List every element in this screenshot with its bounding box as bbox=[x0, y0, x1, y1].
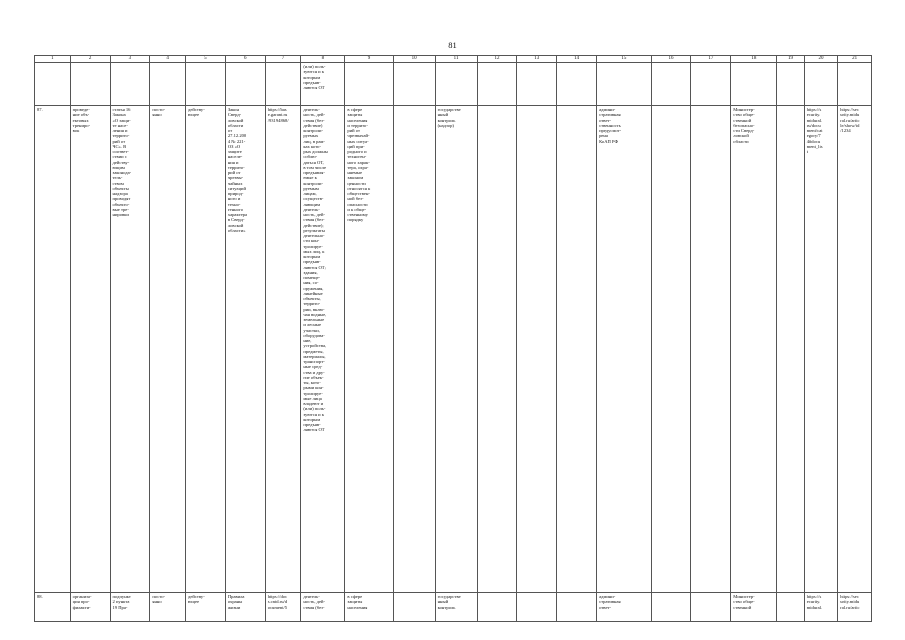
table-cell-col-15 bbox=[597, 63, 652, 106]
table-cell-col-12 bbox=[477, 593, 517, 622]
table-cell-col-2: проведе- ние объ- ектовых трениро- вок bbox=[70, 106, 110, 593]
table-cell-col-20: https://s ecurity. midural. ru/docu ment/cat egory/7 4#docu ment_lis t bbox=[804, 106, 838, 593]
table-cell-col-8: деятель- ность, дей- ствия (без- действие) контроли- руемых лиц, в рам- ках кото- рых должны соблю- даться ОТ, в том числе предъявля- емые к контроли- руемым лицам, осуществ- ляющим деятель- ность, дей- ствия (без- действие); результаты деятельно- сти кон- тролируе- мых лиц, к которым предъяв- ляются ОТ; здания, помеще- ния, со- оружения, линейные объекты, террито- рии, вклю- чая водные, земельные и лесные участки, оборудова- ние, устройства, предметы, материалы, транспорт- ные сред- ства и дру- гие объек- ты, кото- рыми кон- тролируе- мые лица владеют и (или) поль- зуются и к которым предъяв- ляются ОТ bbox=[301, 106, 345, 593]
column-header-19: 19 bbox=[777, 56, 804, 63]
table-cell-col-1: 88. bbox=[35, 593, 71, 622]
header-row bbox=[35, 56, 872, 63]
table-cell-col-3: подпункт 2 пункта 19 Пра- bbox=[110, 593, 150, 622]
table-cell-col-9: в сфере защиты населения и террито- рий от чрезвычай- ных ситуа- ций при- родного и техноген- ного харак- тера, охра- няемые законом ценности относятся к обществен- ной без- опасности и к обще- ственному порядку bbox=[345, 106, 393, 593]
table-cell-col-1 bbox=[35, 63, 71, 106]
table-cell-col-2 bbox=[70, 63, 110, 106]
table-cell-col-5: действу- ющее bbox=[186, 593, 226, 622]
table-cell-col-9: в сфере защиты населения bbox=[345, 593, 393, 622]
table-cell-col-14 bbox=[557, 63, 597, 106]
table-cell-col-4: посто- янно bbox=[150, 593, 186, 622]
column-header-21: 21 bbox=[838, 56, 872, 63]
table-cell-col-20 bbox=[804, 63, 838, 106]
table-cell-col-13 bbox=[517, 593, 557, 622]
column-header-10: 10 bbox=[393, 56, 435, 63]
table-cell-col-5 bbox=[186, 63, 226, 106]
table-cell-col-11: государстве нный контроль bbox=[435, 593, 477, 622]
column-header-11: 11 bbox=[435, 56, 477, 63]
table-cell-col-3: статья 16 Закона «О защи- те насе- ления и террито- рий от ЧС». В соответ- ствии с действу- ющим законода- тель- ством объекты надзора проводят объекто- вые тре- нировки bbox=[110, 106, 150, 593]
table-cell-col-2: организа- ция про- филакти- bbox=[70, 593, 110, 622]
table-cell-col-18 bbox=[731, 63, 777, 106]
table-cell-col-7 bbox=[265, 63, 301, 106]
table-cell-col-16 bbox=[651, 106, 691, 593]
table-cell-col-10 bbox=[393, 106, 435, 593]
table-cell-col-16 bbox=[651, 63, 691, 106]
column-header-14: 14 bbox=[557, 56, 597, 63]
column-header-20: 20 bbox=[804, 56, 838, 63]
column-header-17: 17 bbox=[691, 56, 731, 63]
table-cell-col-9 bbox=[345, 63, 393, 106]
column-header-4: 4 bbox=[150, 56, 186, 63]
table-cell-col-7: https://bas e.garant.ru /93194868/ bbox=[265, 106, 301, 593]
table-cell-col-8: деятель- ность, дей- ствия (без- bbox=[301, 593, 345, 622]
table-cell-col-3 bbox=[110, 63, 150, 106]
table-cell-col-1: 87. bbox=[35, 106, 71, 593]
table-cell-col-10 bbox=[393, 593, 435, 622]
table-row bbox=[35, 593, 872, 622]
table-cell-col-14 bbox=[557, 593, 597, 622]
column-header-9: 9 bbox=[345, 56, 393, 63]
table-cell-col-12 bbox=[477, 106, 517, 593]
table-cell-col-7: https://doc s.cntd.ru/d ocument/5 bbox=[265, 593, 301, 622]
table-cell-col-18: Министер- ство обще- ственной bbox=[731, 593, 777, 622]
table-cell-col-4: посто- янно bbox=[150, 106, 186, 593]
column-header-6: 6 bbox=[225, 56, 265, 63]
table-cell-col-6 bbox=[225, 63, 265, 106]
table-cell-col-11 bbox=[435, 63, 477, 106]
column-header-13: 13 bbox=[517, 56, 557, 63]
table-row bbox=[35, 63, 872, 106]
table-cell-col-20: https://s ecurity. midural. bbox=[804, 593, 838, 622]
column-header-3: 3 bbox=[110, 56, 150, 63]
table-cell-col-19 bbox=[777, 63, 804, 106]
table-cell-col-18: Министер- ство обще- ственной безопасно- сти Сверд- ловской области bbox=[731, 106, 777, 593]
table-cell-col-15: админи- стративная ответ- ственность предусмот- рена КоАП РФ bbox=[597, 106, 652, 593]
table-cell-col-17 bbox=[691, 63, 731, 106]
column-header-5: 5 bbox=[186, 56, 226, 63]
column-header-1: 1 bbox=[35, 56, 71, 63]
column-header-15: 15 bbox=[597, 56, 652, 63]
table-cell-col-11: государстве нный контроль (надзор) bbox=[435, 106, 477, 593]
table-cell-col-14 bbox=[557, 106, 597, 593]
table-cell-col-13 bbox=[517, 63, 557, 106]
column-header-8: 8 bbox=[301, 56, 345, 63]
table-cell-col-21: https://sec urity.midu ral.ru/artic le/show/id /1234 bbox=[838, 106, 872, 593]
registry-table bbox=[34, 55, 872, 622]
column-header-12: 12 bbox=[477, 56, 517, 63]
table-cell-col-15: админи- стративная ответ- bbox=[597, 593, 652, 622]
column-header-16: 16 bbox=[651, 56, 691, 63]
table-cell-col-6: Закон Сверд- ловской области от 27.12.200 4 № 221- ОЗ «О защите населе- ния и террито- рий от чрезвы- чайных ситуаций природ- ного и техно- генного характера в Сверд- ловской области» bbox=[225, 106, 265, 593]
table-cell-col-16 bbox=[651, 593, 691, 622]
table-cell-col-10 bbox=[393, 63, 435, 106]
column-header-18: 18 bbox=[731, 56, 777, 63]
table-cell-col-6: Правила охраны жизни bbox=[225, 593, 265, 622]
table-cell-col-5: действу- ющее bbox=[186, 106, 226, 593]
table-cell-col-21: https://sec urity.midu ral.ru/artic bbox=[838, 593, 872, 622]
page-number: 81 bbox=[448, 40, 457, 50]
table-cell-col-8: (или) поль- зуются и к которым предъяв- ляются ОТ bbox=[301, 63, 345, 106]
table-cell-col-4 bbox=[150, 63, 186, 106]
column-header-7: 7 bbox=[265, 56, 301, 63]
column-header-2: 2 bbox=[70, 56, 110, 63]
table-cell-col-12 bbox=[477, 63, 517, 106]
table-cell-col-19 bbox=[777, 593, 804, 622]
table-cell-col-13 bbox=[517, 106, 557, 593]
table-cell-col-19 bbox=[777, 106, 804, 593]
table-cell-col-17 bbox=[691, 593, 731, 622]
table-row bbox=[35, 106, 872, 593]
table-cell-col-17 bbox=[691, 106, 731, 593]
table-cell-col-21 bbox=[838, 63, 872, 106]
